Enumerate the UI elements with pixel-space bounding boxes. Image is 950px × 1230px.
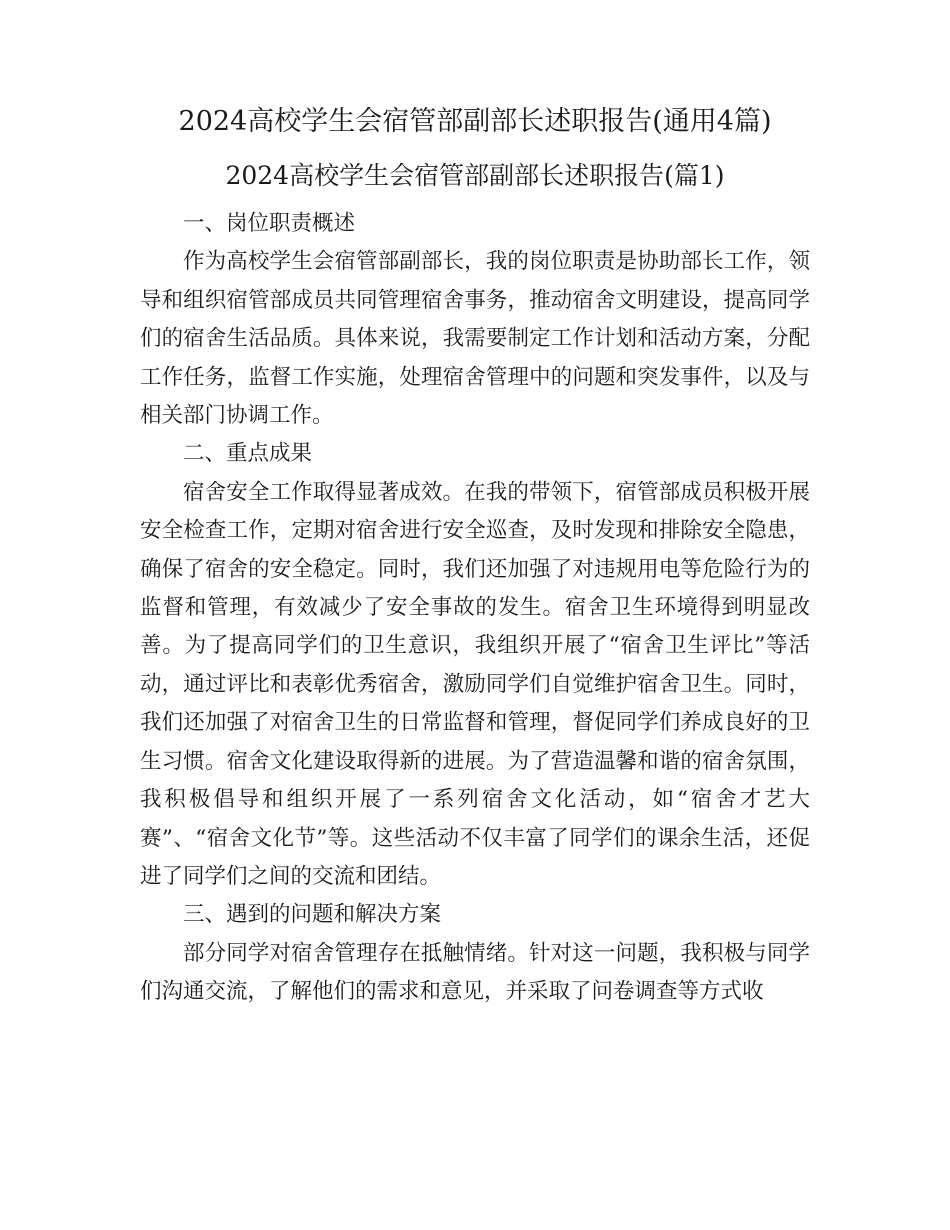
paragraph-problems: 部分同学对宿舍管理存在抵触情绪。针对这一问题，我积极与同学们沟通交流，了解他们的需求和意见，并采取了问卷调查等方式收 <box>140 940 810 1005</box>
section-heading-problems: 三、遇到的问题和解决方案 <box>183 902 442 928</box>
paragraph-achievements: 宿舍安全工作取得显著成效。在我的带领下，宿管部成员积极开展安全检查工作，定期对宿舍进行安全巡查，及时发现和排除安全隐患，确保了宿舍的安全稳定。同时，我们还加强了对违规用电等危险行为的监督和管理，有效减少了安全事故的发生。宿舍卫生环境得到明显改善。为了提高同学们的卫生意识，我组织开展了“宿舍卫生评比”等活动，通过评比和表彰优秀宿舍，激励同学们自觉维护宿舍卫生。同时，我们还加强了对宿舍卫生的日常监督和管理，督促同学们养成良好的卫生习惯。宿舍文化建设取得新的进展。为了营造温馨和谐的宿舍氛围，我积极倡导和组织开展了一系列宿舍文化活动，如“宿舍才艺大赛”、“宿舍文化节”等。这些活动不仅丰富了同学们的课余生活，还促进了同学们之间的交流和团结。 <box>140 479 810 889</box>
document-subtitle: 2024高校学生会宿管部副部长述职报告(篇1) <box>225 161 725 190</box>
document-body <box>140 205 810 1012</box>
section-heading-duties: 一、岗位职责概述 <box>183 211 356 236</box>
document-title: 2024高校学生会宿管部副部长述职报告(通用4篇) <box>178 106 772 137</box>
paragraph-duties: 作为高校学生会宿管部副部长，我的岗位职责是协助部长工作，领导和组织宿管部成员共同管理宿舍事务，推动宿舍文明建设，提高同学们的宿舍生活品质。具体来说，我需要制定工作计划和活动方案，分配工作任务，监督工作实施，处理宿舍管理中的问题和突发事件，以及与相关部门协调工作。 <box>140 249 810 429</box>
section-heading-achievements: 二、重点成果 <box>183 441 313 467</box>
